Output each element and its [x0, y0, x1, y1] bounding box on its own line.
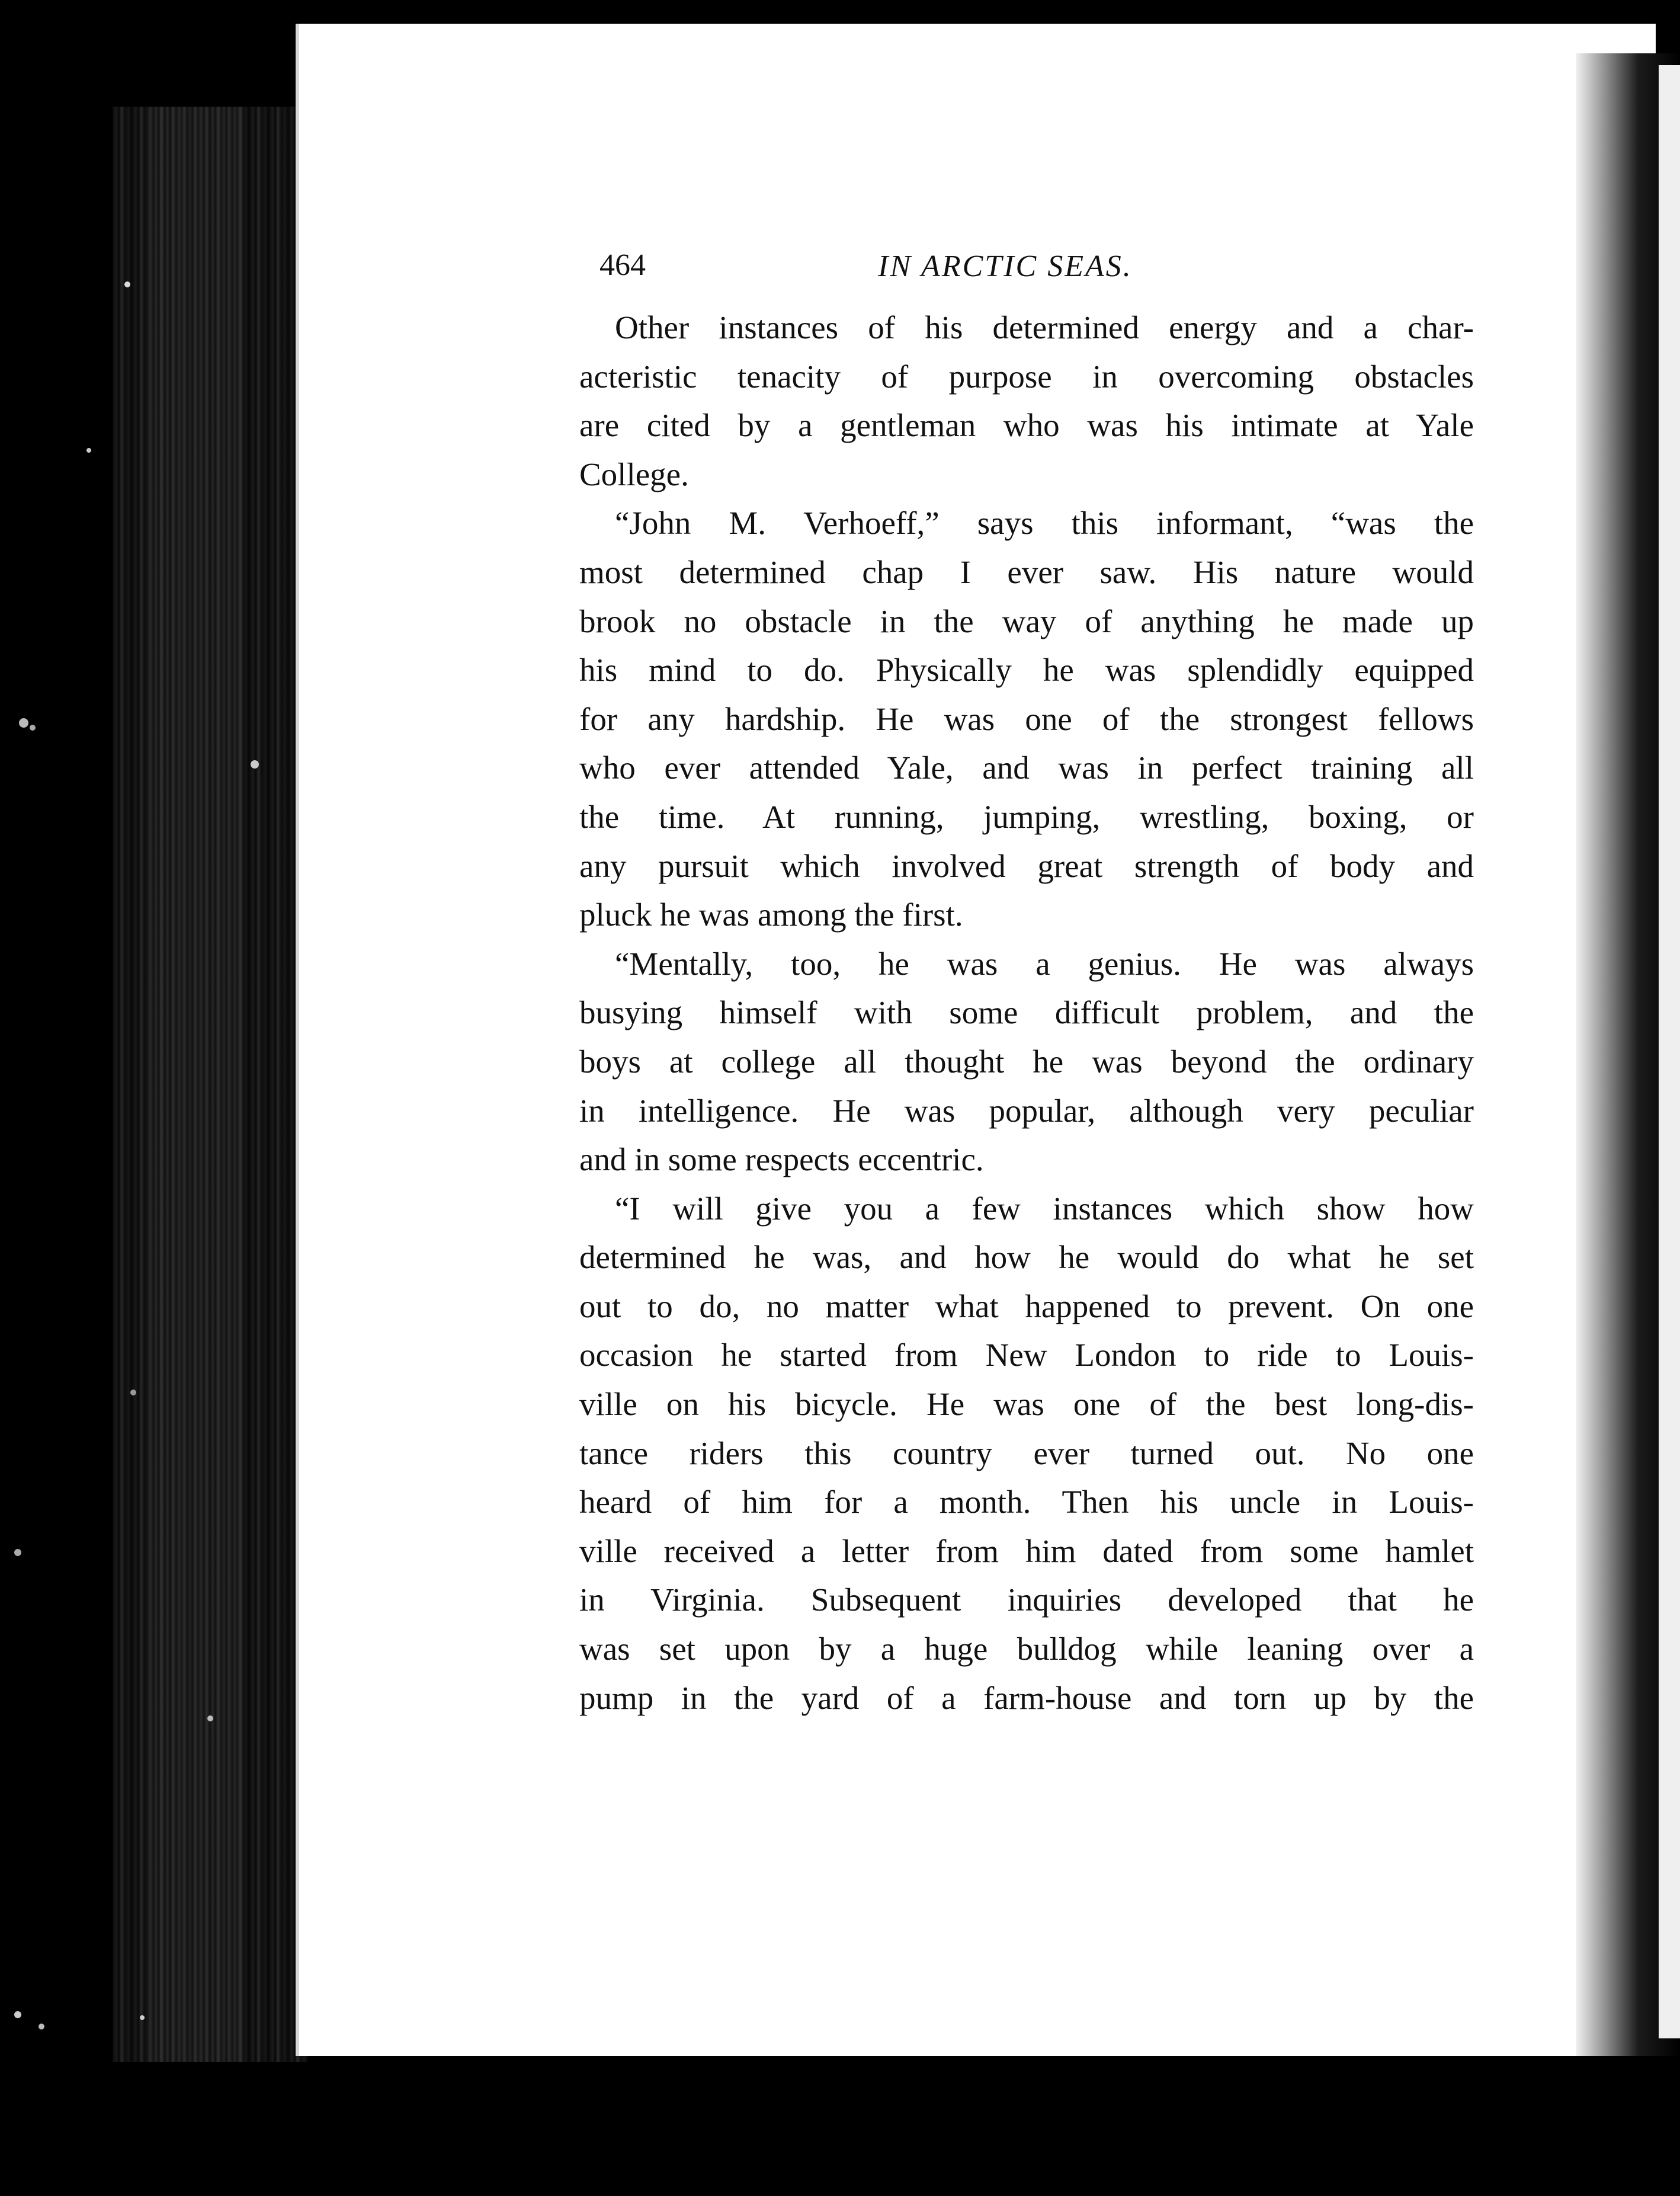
- text-line: College.: [579, 456, 689, 492]
- text-line: in Virginia. Subsequent inquiries developed that he: [579, 1582, 1474, 1618]
- text-line: “Mentally, too, he was a genius. He was always: [615, 945, 1474, 982]
- text-line: acteristic tenacity of purpose in overcoming obstacles: [579, 358, 1474, 395]
- text-line: and in some respects eccentric.: [579, 1141, 984, 1178]
- running-head: IN ARCTIC SEAS.: [878, 249, 1133, 283]
- text-line: Other instances of his determined energy and a char-: [615, 309, 1474, 345]
- text-line: pluck he was among the first.: [579, 897, 963, 933]
- text-line: boys at college all thought he was beyond the ordinary: [579, 1043, 1474, 1080]
- scan-bottom-border: [0, 2062, 1680, 2196]
- text-line: are cited by a gentleman who was his intimate at Yale: [579, 407, 1474, 444]
- page-header: [599, 248, 1198, 295]
- text-line: the time. At running, jumping, wrestling, boxing, or: [579, 798, 1474, 835]
- text-line: pump in the yard of a farm-house and torn up by the: [579, 1679, 1474, 1716]
- text-line: tance riders this country ever turned out. No one: [579, 1435, 1474, 1471]
- text-line: determined he was, and how he would do what he set: [579, 1239, 1474, 1276]
- text-line: his mind to do. Physically he was splendidly equipped: [579, 652, 1474, 689]
- text-line: “I will give you a few instances which show how: [615, 1190, 1474, 1227]
- text-line: any pursuit which involved great strength of body and: [579, 847, 1474, 884]
- text-line: brook no obstacle in the way of anything he made up: [579, 603, 1474, 639]
- text-line: ville on his bicycle. He was one of the best long-dis-: [579, 1386, 1474, 1423]
- paragraph: [579, 499, 1474, 939]
- paragraph: [579, 303, 1474, 499]
- text-line: for any hardship. He was one of the strongest fellows: [579, 700, 1474, 737]
- text-line: heard of him for a month. Then his uncle in Louis-: [579, 1484, 1474, 1520]
- text-line: busying himself with some difficult problem, and the: [579, 994, 1474, 1031]
- text-line: who ever attended Yale, and was in perfect training all: [579, 750, 1474, 786]
- paragraph: [579, 940, 1474, 1185]
- facing-page-edge: [1659, 65, 1680, 2038]
- text-line: ville received a letter from him dated from some hamlet: [579, 1532, 1474, 1569]
- text-line: most determined chap I ever saw. His nature would: [579, 553, 1474, 590]
- page-number: 464: [599, 248, 646, 282]
- text-line: occasion he started from New London to ride to Louis-: [579, 1337, 1474, 1374]
- text-line: was set upon by a huge bulldog while leaning over a: [579, 1631, 1474, 1667]
- page-body-text: [579, 303, 1474, 1723]
- text-line: out to do, no matter what happened to prevent. On one: [579, 1288, 1474, 1324]
- paragraph: [579, 1185, 1474, 1723]
- text-line: “John M. Verhoeff,” says this informant, “was the: [615, 505, 1474, 542]
- text-line: in intelligence. He was popular, although very peculiar: [579, 1092, 1474, 1129]
